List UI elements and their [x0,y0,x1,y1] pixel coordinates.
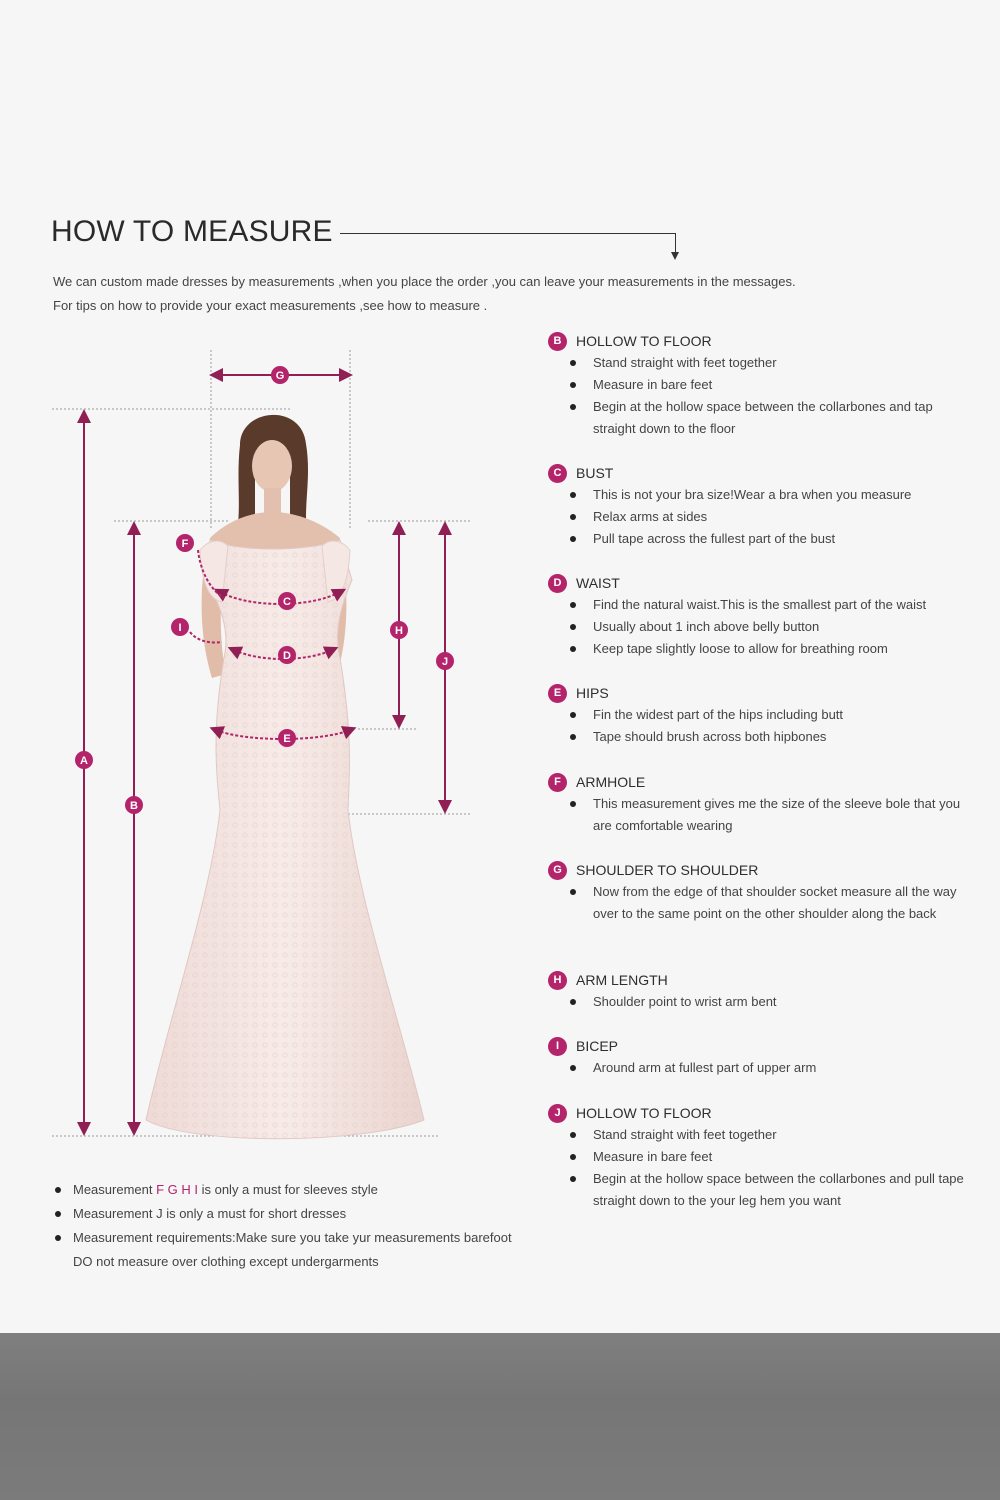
list-item: Measure in bare feet [548,1146,978,1168]
badge-h: H [548,971,567,990]
list-item: Around arm at fullest part of upper arm [548,1057,978,1079]
section-title: HOLLOW TO FLOOR [576,1105,712,1121]
badge-g: G [548,861,567,880]
list-item: This is not your bra size!Wear a bra when you measure [548,484,978,506]
marker-c [278,592,296,610]
section-shoulder-to-shoulder [548,859,978,925]
section-title: WAIST [576,575,620,591]
section-bust [548,462,978,550]
marker-i [171,618,189,636]
badge-j: J [548,1104,567,1123]
section-hollow-to-floor-j [548,1102,978,1212]
section-hips [548,682,978,748]
section-title: BUST [576,465,614,481]
badge-b: B [548,332,567,351]
section-bicep [548,1035,978,1079]
list-item: Measure in bare feet [548,374,978,396]
badge-f: F [548,773,567,792]
marker-j [436,652,454,670]
svg-text:D: D [283,650,291,662]
intro-line-2: For tips on how to provide your exact measurements ,see how to measure . [53,298,488,313]
measurement-notes [52,1178,532,1274]
section-title: ARMHOLE [576,774,646,790]
svg-text:C: C [283,596,291,608]
section-arm-length [548,969,978,1013]
note-item: Measurement requirements:Make sure you take yur measurements barefoot DO not measure over clothing except undergarments [52,1226,532,1274]
section-title: HOLLOW TO FLOOR [576,333,712,349]
badge-e: E [548,684,567,703]
svg-text:J: J [441,656,449,668]
list-item: Tape should brush across both hipbones [548,726,978,748]
list-item: Now from the edge of that shoulder socket measure all the way over to the same point on the other shoulder along the back [548,881,978,925]
note-highlight: F G H I [156,1182,198,1197]
list-item: Stand straight with feet together [548,352,978,374]
svg-text:F: F [181,538,189,550]
page-title: HOW TO MEASURE [51,215,333,248]
note-item: Measurement F G H I is only a must for sleeves style [52,1178,532,1202]
list-item: Begin at the hollow space between the collarbones and pull tape straight down to the your leg hem you want [548,1168,978,1212]
marker-g [271,366,289,384]
title-arrow-icon [671,252,679,260]
list-item: Usually about 1 inch above belly button [548,616,978,638]
svg-text:B: B [130,800,138,812]
marker-e [278,729,296,747]
badge-c: C [548,464,567,483]
section-waist [548,572,978,660]
section-armhole [548,771,978,837]
list-item: Find the natural waist.This is the smallest part of the waist [548,594,978,616]
marker-h [390,621,408,639]
list-item: Relax arms at sides [548,506,978,528]
marker-b [125,796,143,814]
list-item: Pull tape across the fullest part of the bust [548,528,978,550]
section-title: ARM LENGTH [576,972,668,988]
badge-i: I [548,1037,567,1056]
svg-text:H: H [395,625,403,637]
section-title: HIPS [576,685,609,701]
section-title: BICEP [576,1038,619,1054]
svg-text:E: E [283,733,291,745]
list-item: Begin at the hollow space between the collarbones and tap straight down to the floor [548,396,978,440]
intro-line-1: We can custom made dresses by measurements ,when you place the order ,you can leave your measurements in the messages. [53,274,796,289]
footer-band [0,1333,1000,1500]
marker-f [176,534,194,552]
badge-d: D [548,574,567,593]
section-hollow-to-floor [548,330,978,440]
marker-d [278,646,296,664]
list-item: Fin the widest part of the hips including butt [548,704,978,726]
list-item: This measurement gives me the size of the sleeve bole that you are comfortable wearing [548,793,978,837]
list-item: Shoulder point to wrist arm bent [548,991,978,1013]
marker-a [75,751,93,769]
section-title: SHOULDER TO SHOULDER [576,862,759,878]
svg-text:I: I [178,622,182,634]
list-item: Keep tape slightly loose to allow for breathing room [548,638,978,660]
svg-text:A: A [80,755,88,767]
title-rule [340,233,675,234]
note-item: Measurement J is only a must for short dresses [52,1202,532,1226]
svg-text:G: G [275,370,285,382]
list-item: Stand straight with feet together [548,1124,978,1146]
measurement-figure [40,340,530,1150]
